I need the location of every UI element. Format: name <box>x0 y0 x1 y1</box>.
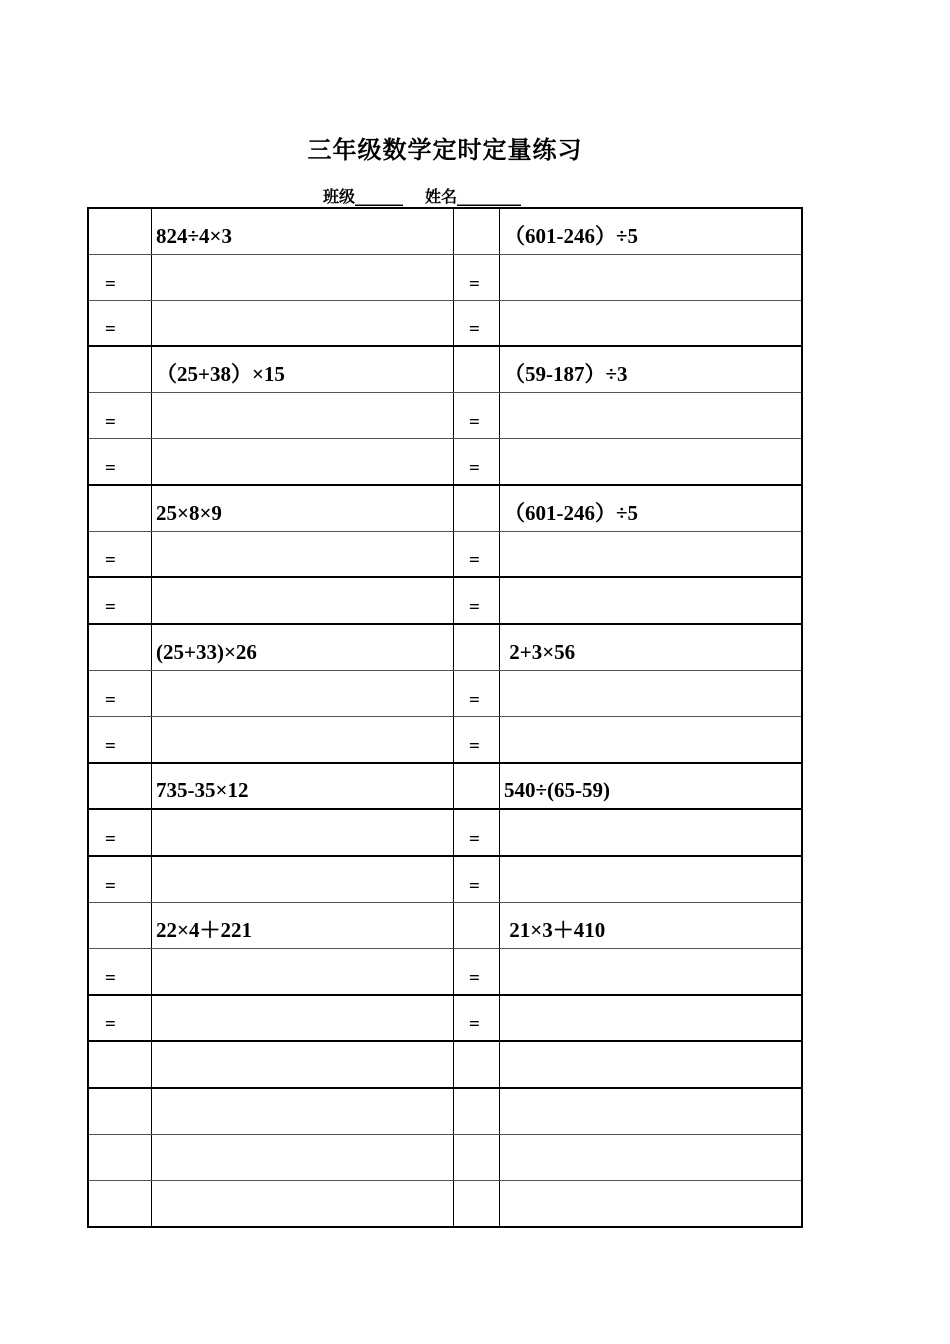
problem-expression: 2+3×56 <box>500 624 803 670</box>
answer-row <box>88 577 802 624</box>
problem-expression: (25+33)×26 <box>152 624 454 670</box>
answer-row <box>88 856 802 902</box>
problem-expression: （601-246）÷5 <box>500 485 803 531</box>
student-info <box>323 184 521 207</box>
answer-cell[interactable] <box>500 995 803 1042</box>
answer-row <box>88 438 802 484</box>
answer-cell[interactable] <box>152 438 454 484</box>
blank-row <box>88 1041 802 1088</box>
problem-expression: 21×3＋410 <box>500 902 803 948</box>
answer-cell[interactable] <box>152 393 454 439</box>
problem-expression: 735-35×12 <box>152 763 454 810</box>
answer-cell[interactable] <box>152 809 454 856</box>
worksheet-table <box>87 207 803 1228</box>
equals-cell: = <box>454 716 500 762</box>
equals-cell: = <box>88 670 152 716</box>
name-field[interactable]: 姓名________ <box>425 187 522 206</box>
answer-cell[interactable] <box>152 716 454 762</box>
answer-row <box>88 300 802 346</box>
problem-expression: （25+38）×15 <box>152 346 454 392</box>
answer-cell[interactable] <box>152 995 454 1042</box>
class-field[interactable]: 班级______ <box>323 187 404 206</box>
equals-cell: = <box>454 995 500 1042</box>
blank-row <box>88 1134 802 1180</box>
equals-cell: = <box>88 254 152 300</box>
equals-cell: = <box>454 948 500 994</box>
answer-cell[interactable] <box>500 809 803 856</box>
equals-cell: = <box>454 577 500 624</box>
equals-cell: = <box>454 254 500 300</box>
equals-cell: = <box>454 438 500 484</box>
answer-cell[interactable] <box>500 531 803 577</box>
answer-cell[interactable] <box>500 670 803 716</box>
problem-expression: 540÷(65-59) <box>500 763 803 810</box>
equals-cell: = <box>88 856 152 902</box>
answer-cell[interactable] <box>500 716 803 762</box>
equals-cell: = <box>454 393 500 439</box>
equals-cell: = <box>454 670 500 716</box>
problem-expression: （601-246）÷5 <box>500 208 803 254</box>
answer-row <box>88 670 802 716</box>
answer-row <box>88 809 802 856</box>
answer-cell[interactable] <box>152 670 454 716</box>
answer-cell[interactable] <box>152 531 454 577</box>
answer-row <box>88 995 802 1042</box>
equals-cell: = <box>88 438 152 484</box>
problem-row <box>88 902 802 948</box>
answer-cell[interactable] <box>500 254 803 300</box>
equals-cell: = <box>454 531 500 577</box>
answer-row <box>88 948 802 994</box>
answer-cell[interactable] <box>500 393 803 439</box>
problem-expression: （59-187）÷3 <box>500 346 803 392</box>
answer-cell[interactable] <box>152 856 454 902</box>
equals-cell: = <box>454 856 500 902</box>
page-title: 三年级数学定时定量练习 <box>307 135 583 164</box>
equals-cell: = <box>88 995 152 1042</box>
equals-cell: = <box>88 948 152 994</box>
equals-cell: = <box>88 809 152 856</box>
equals-cell: = <box>88 300 152 346</box>
problem-row <box>88 763 802 810</box>
answer-cell[interactable] <box>500 300 803 346</box>
problem-row <box>88 485 802 531</box>
equals-cell: = <box>88 531 152 577</box>
blank-row <box>88 1088 802 1134</box>
equals-cell: = <box>88 393 152 439</box>
equals-cell: = <box>454 300 500 346</box>
problem-row <box>88 624 802 670</box>
problem-expression: 25×8×9 <box>152 485 454 531</box>
answer-cell[interactable] <box>152 300 454 346</box>
blank-row <box>88 1180 802 1226</box>
answer-cell[interactable] <box>500 948 803 994</box>
answer-row <box>88 393 802 439</box>
problem-expression: 824÷4×3 <box>152 208 454 254</box>
answer-cell[interactable] <box>500 577 803 624</box>
answer-cell[interactable] <box>152 577 454 624</box>
answer-cell[interactable] <box>152 254 454 300</box>
problem-expression: 22×4＋221 <box>152 902 454 948</box>
answer-cell[interactable] <box>152 948 454 994</box>
equals-cell: = <box>88 716 152 762</box>
answer-cell[interactable] <box>500 438 803 484</box>
answer-row <box>88 716 802 762</box>
equals-cell: = <box>454 809 500 856</box>
equals-cell: = <box>88 577 152 624</box>
answer-row <box>88 531 802 577</box>
answer-cell[interactable] <box>500 856 803 902</box>
problem-row <box>88 208 802 254</box>
problem-row <box>88 346 802 392</box>
answer-row <box>88 254 802 300</box>
